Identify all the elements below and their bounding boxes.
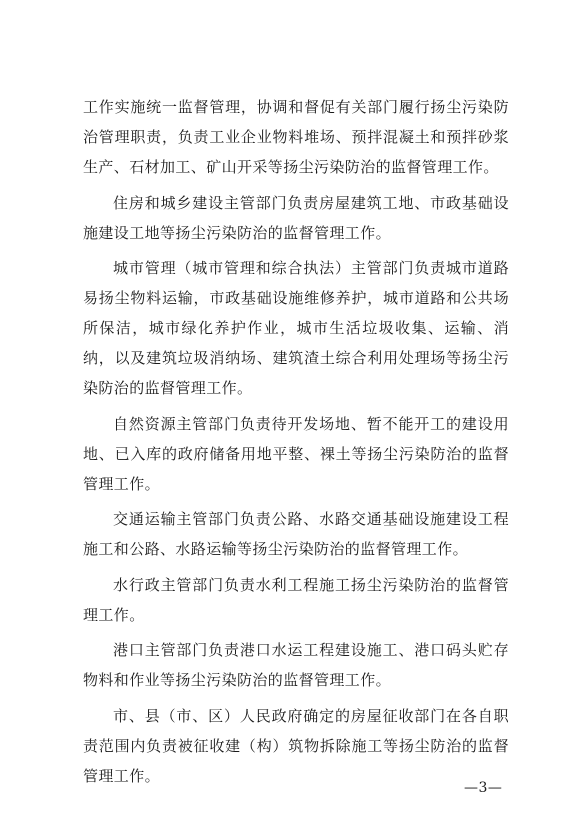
- paragraph-natural-resources: 自然资源主管部门负责待开发场地、暂不能开工的建设用地、已入库的政府储备用地平整、裸土等扬尘污染防治的监督管理工作。: [83, 414, 509, 493]
- paragraph-urban-management: 城市管理（城市管理和综合执法）主管部门负责城市道路易扬尘物料运输，市政基础设施维修养护，城市道路和公共场所保洁，城市绿化养护作业，城市生活垃圾收集、运输、消纳，以及建筑垃圾消纳场、建筑渣土综合利用处理场等扬尘污染防治的监督管理工作。: [83, 259, 509, 397]
- paragraph-continuation: 工作实施统一监督管理，协调和督促有关部门履行扬尘污染防治管理职责，负责工业企业物料堆场、预拌混凝土和预拌砂浆生产、石材加工、矿山开采等扬尘污染防治的监督管理工作。: [83, 98, 509, 176]
- paragraph-transportation: 交通运输主管部门负责公路、水路交通基础设施建设工程施工和公路、水路运输等扬尘污染防治的监督管理工作。: [83, 510, 509, 558]
- paragraph-water-administration: 水行政主管部门负责水利工程施工扬尘污染防治的监督管理工作。: [83, 575, 509, 624]
- paragraph-housing-expropriation: 市、县（市、区）人民政府确定的房屋征收部门在各自职责范围内负责被征收建（构）筑物拆除施工等扬尘防治的监督管理工作。: [83, 706, 509, 785]
- paragraph-port-authority: 港口主管部门负责港口水运工程建设施工、港口码头贮存物料和作业等扬尘污染防治的监督管理工作。: [83, 641, 509, 689]
- document-body: [83, 92, 509, 796]
- paragraph-housing-construction: 住房和城乡建设主管部门负责房屋建筑工地、市政基础设施建设工地等扬尘污染防治的监督管理工作。: [83, 193, 509, 242]
- page-number: —3—: [464, 780, 503, 796]
